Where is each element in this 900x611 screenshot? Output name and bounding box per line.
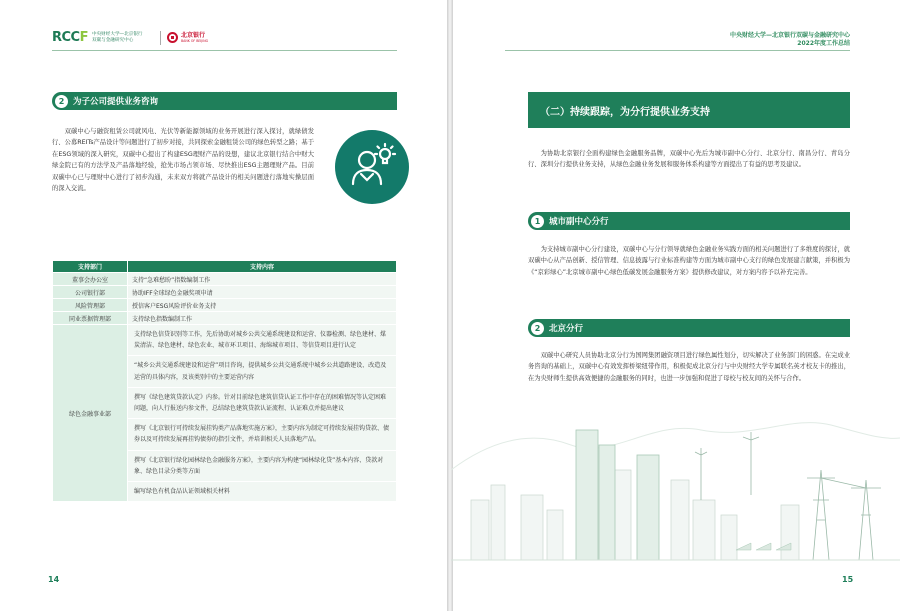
green-item: “城乡公共交通系统建设和运营”项目咨询，提供城乡公共交通系统中城乡公共道路建设、改造及运营的具体内容，及该类别中的主要运营内容 [128, 356, 396, 387]
section-title: 为子公司提供业务咨询 [73, 97, 159, 107]
subsection-title: 城市副中心分行 [549, 217, 609, 227]
city-skyline-illustration [451, 400, 900, 570]
logo-divider [160, 31, 161, 45]
page-number-right: 15 [842, 575, 854, 584]
city-sub-center-paragraph: 为支持城市副中心分行建设，双碳中心与分行领导就绿色金融业务实践方面的相关问题进行了多维度的探讨，就双碳中心从产品创新、授信管理、信息披露与行业标准构建等方面为城市副中心支行的绿色发展建言献策，并积极为《“京彩绿心”北京城市副中心绿色低碳发展金融服务方案》提供修改建议，对方案内容予以补充完善。 [528, 246, 850, 276]
beijing-branch-paragraph: 双碳中心研究人员协助北京分行为国网集团融资项目进行绿色属性划分，切实解决了业务部门的困惑。在完成业务咨询的基础上，双碳中心有效发挥桥梁纽带作用，积极促成北京分行与中央财经大学专属联名英才校友卡的推出，在为央财师生提供高效便捷的金融服务的同时，也进一步加强和促进了母校与校友间的关怀与合作。 [528, 352, 850, 382]
section-heading-subsidiary-consulting [52, 92, 397, 110]
table-row: 公司银行部 协助IFF全球绿色金融奖项申请 [53, 286, 397, 299]
rccf-logo: RCCF [52, 30, 88, 45]
subsection-heading-beijing-branch [528, 319, 850, 337]
green-item: 编写绿色有机食品认证领域相关材料 [134, 488, 231, 496]
right-header-rule [505, 50, 850, 51]
left-header-rule [52, 50, 397, 51]
left-intro-paragraph: 双碳中心与融资租赁公司就风电、光伏等新能源领域的业务开展进行深入探讨，就绿债发行、公募REITs产品设计等问题进行了初步对接，共同探索金融租赁公司的绿色转型之路；基于在ESG领域的深入研究，双碳中心提出了构建ESG理财产品的设想，建议北京银行结合中财大绿金院已有的方法学及产品落地经验，抢先市场占领市场、尽快推出ESG主题理财产品。目前双碳中心已与理财中心进行了初步沟通，未来双方将就产品设计的相关问题进行落地实操层面的深入交流。 [52, 128, 314, 193]
subsection-heading-city-sub-center [528, 212, 850, 230]
right-header-title: 中央财经大学—北京银行双碳与金融研究中心 2022年度工作总结 [729, 32, 850, 47]
green-item: 撰写《北京银行绿化园林绿色金融服务方案》，主要内容为构建“园林绿化贷”基本内容、贷款对象、绿色目录分类等方面 [128, 451, 396, 482]
table-row: 风险管理部 授信客户ESG风险评价业务支持 [53, 299, 397, 312]
bank-of-beijing-logo: 北京银行 BANK OF BEIJING [167, 32, 208, 43]
right-intro-paragraph: 为协助北京银行全面构建绿色金融服务品牌，双碳中心先后为城市副中心分行、北京分行、南昌分行、青岛分行、深圳分行提供业务支持，从绿色金融业务发展和服务体系构建等方面提出了有益的思考及建议。 [528, 150, 850, 169]
section-number: 2 [55, 95, 68, 108]
table-row: 同业票据管理部 支持绿色指数编制工作 [53, 312, 397, 325]
subsection-number: 1 [531, 215, 544, 228]
consulting-icon [335, 130, 409, 204]
table-row: 董事会办公室 支持“急难愁盼”指数编制工作 [53, 273, 397, 286]
table-row-green-finance: 绿色金融事业部 支持绿色信贷识别等工作，先后协助对城乡公共交通系统建设和运营、仪器检测、绿色建材、煤炭清洁、绿色建材、绿色农业、城市环卫项目、海绵城市项目、等信贷项目进行认定 “城乡公共交通系统建设和运营”项目咨询，提供城乡公共交通系统中城乡公共道路建设、改造及运营的具体内容，及该类别中的主要运营内容 撰写《绿色建筑贷款认定》内参。针对目前绿色建筑信贷认证工作中存在的困难情况等认定困难问题，向人行报送内参文件，总结绿色建筑贷款认证流程、认证难点并提出建议 撰写《北京银行可持续发展挂钩类产品落地实施方案》，主要内容为制定可持续发展挂钩贷款、债券以及可持续发展再挂钩债券的指引文件，并培训相关人员落地产品。 撰写《北京银行绿化园林绿色金融服务方案》，主要内容为构建“园林绿化贷”基本内容、贷款对象、绿色目录分类等方面 编写绿色有机食品认证领域相关材料 [53, 325, 397, 502]
rccf-logo-subtitle: 中央财经大学—北京银行 双碳与金融研究中心 [91, 31, 143, 43]
header-logos [52, 30, 208, 45]
page-number-left: 14 [48, 575, 60, 584]
green-item: 支持绿色信贷识别等工作，先后协助对城乡公共交通系统建设和运营、仪器检测、绿色建材、煤炭清洁、绿色建材、绿色农业、城市环卫项目、海绵城市项目、等信贷项目进行认定 [128, 325, 396, 356]
right-section-title: （二）持续跟踪，为分行提供业务支持 [528, 92, 850, 128]
table-header-content: 支持内容 [128, 261, 397, 273]
subsection-title: 北京分行 [549, 324, 584, 334]
subsection-number: 2 [531, 322, 544, 335]
support-table [52, 260, 397, 502]
green-item: 撰写《北京银行可持续发展挂钩类产品落地实施方案》，主要内容为制定可持续发展挂钩贷款、债券以及可持续发展再挂钩债券的指引文件，并培训相关人员落地产品。 [128, 419, 396, 450]
green-item: 撰写《绿色建筑贷款认定》内参。针对目前绿色建筑信贷认证工作中存在的困难情况等认定困难问题，向人行报送内参文件，总结绿色建筑贷款认证流程、认证难点并提出建议 [128, 388, 396, 419]
table-header-dept: 支持部门 [53, 261, 128, 273]
bank-logo-icon [167, 32, 178, 43]
